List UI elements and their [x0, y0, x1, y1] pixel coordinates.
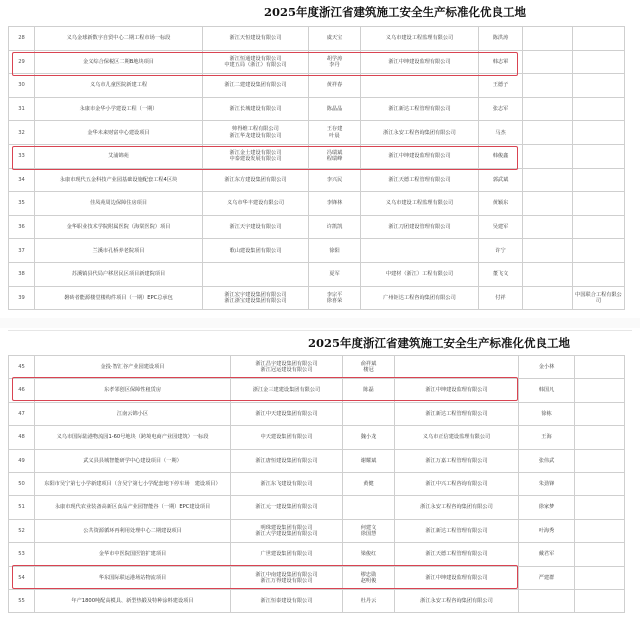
cell-builder: 浙江金土建设有限公司 中泰建设发展有限公司 — [203, 144, 309, 168]
cell-no_extra — [575, 566, 625, 589]
cell-manager: 李兴民 — [309, 168, 361, 192]
table-row — [9, 519, 625, 542]
cell-project: 金华未来财富中心建设项目 — [35, 121, 203, 145]
cell-extra1 — [523, 286, 573, 310]
cell-supervisor: 义乌市建设工程监理有限公司 — [361, 192, 479, 216]
table-row — [9, 356, 625, 379]
cell-chief: 吴建军 — [479, 215, 523, 239]
cell-manager: 缪忠勋 赵明俊 — [343, 566, 395, 589]
cell-chief — [519, 589, 575, 612]
cell-builder: 义乌市华丰建设有限公司 — [203, 192, 309, 216]
cell-supervisor: 中建材（浙江）工程有限公司 — [361, 262, 479, 286]
project-table-bottom — [8, 355, 625, 613]
cell-builder: 歌山建设集团有限公司 — [203, 239, 309, 263]
cell-manager: 冯瑞斌 程瑞峰 — [309, 144, 361, 168]
cell-supervisor: 浙江新达工程管理有限公司 — [395, 402, 519, 425]
cell-project: 武义县县城智能研学中心建设项目（一期） — [35, 449, 231, 472]
cell-manager: 李宗平 徐喜荣 — [309, 286, 361, 310]
cell-supervisor — [361, 74, 479, 98]
cell-project: 义乌市国际陆港物流园1-60号地块（跨境电商产业园建筑）一标段 — [35, 426, 231, 449]
cell-supervisor: 浙江刀团建设管理有限公司 — [361, 215, 479, 239]
cell-no: 37 — [9, 239, 35, 263]
cell-manager — [343, 496, 395, 519]
cell-extra1 — [523, 239, 573, 263]
cell-extra2 — [573, 262, 625, 286]
cell-project: 永康市金华小学建设工程（一期） — [35, 97, 203, 121]
cell-extra1 — [523, 215, 573, 239]
cell-no: 49 — [9, 449, 35, 472]
cell-chief: 付祥 — [479, 286, 523, 310]
cell-extra2 — [573, 168, 625, 192]
cell-project: 永康市现代五金科技产业园基础设施配套工程4区块 — [35, 168, 203, 192]
document-panel-bottom — [8, 330, 632, 637]
cell-supervisor: 浙江中坤建设监理有限公司 — [395, 566, 519, 589]
table-row — [9, 192, 625, 216]
cell-builder: 浙江昌宇建设集团有限公司 浙江冠运建设有限公司 — [231, 356, 343, 379]
cell-project: 苏溪镇县代局户移居民区项目新建院项目 — [35, 262, 203, 286]
cell-no: 53 — [9, 543, 35, 566]
table-row — [9, 472, 625, 495]
cell-manager: 谢耀斌 — [343, 449, 395, 472]
cell-no: 33 — [9, 144, 35, 168]
cell-manager: 胡学涛 李丹 — [309, 50, 361, 74]
cell-no_extra — [575, 589, 625, 612]
cell-project: 公共资源循环再利用处理中心二期建设项目 — [35, 519, 231, 542]
cell-project: 义乌市儿童医院新建工程 — [35, 74, 203, 98]
cell-builder: 浙江东飞建设有限公司 — [231, 472, 343, 495]
cell-no: 34 — [9, 168, 35, 192]
cell-chief: 马杰 — [479, 121, 523, 145]
cell-supervisor: 义乌市建设工程监理有限公司 — [361, 27, 479, 51]
cell-no_extra — [575, 426, 625, 449]
cell-no: 38 — [9, 262, 35, 286]
cell-no: 32 — [9, 121, 35, 145]
cell-chief: 戴君军 — [519, 543, 575, 566]
cell-no_extra — [575, 356, 625, 379]
cell-no: 45 — [9, 356, 35, 379]
cell-manager: 陈晶晶 — [309, 97, 361, 121]
cell-extra2: 中国联合工程有限公司 — [573, 286, 625, 310]
cell-supervisor: 浙江永安工程咨询集团有限公司 — [361, 121, 479, 145]
cell-project: 永康市现代农业装备高新区食品产业园智能谷（一期）EPC建设项目 — [35, 496, 231, 519]
cell-chief: 韩俊鑫 — [479, 144, 523, 168]
cell-builder: 浙江东方建设集团有限公司 — [203, 168, 309, 192]
table-row — [9, 121, 625, 145]
cell-extra1 — [523, 50, 573, 74]
project-table-top — [8, 26, 625, 310]
page-title-top: 2025年度浙江省建筑施工安全生产标准化优良工地 — [264, 5, 527, 19]
cell-manager: 黄祥春 — [309, 74, 361, 98]
cell-builder: 浙江宏宇建设集团有限公司 浙江浙宝建设集团有限公司 — [203, 286, 309, 310]
cell-no: 55 — [9, 589, 35, 612]
cell-project: 磐砖者能源楼堂楼构件项目（一期）EPC总承包 — [35, 286, 203, 310]
cell-supervisor — [395, 356, 519, 379]
cell-extra1 — [523, 192, 573, 216]
cell-no: 30 — [9, 74, 35, 98]
cell-manager: 杜丹云 — [343, 589, 395, 612]
table-row — [9, 74, 625, 98]
cell-no: 54 — [9, 566, 35, 589]
cell-builder — [203, 262, 309, 286]
cell-manager: 俞祥斌 楼冠 — [343, 356, 395, 379]
cell-no_extra — [575, 379, 625, 402]
cell-builder: 浙江恒泰建设有限公司 — [231, 589, 343, 612]
cell-supervisor: 广州钜达工程咨询集团有限公司 — [361, 286, 479, 310]
cell-manager: 黄健 — [343, 472, 395, 495]
cell-no: 36 — [9, 215, 35, 239]
table-row — [9, 97, 625, 121]
cell-extra2 — [573, 97, 625, 121]
cell-no: 39 — [9, 286, 35, 310]
cell-extra1 — [523, 262, 573, 286]
cell-chief: 韩国凡 — [519, 379, 575, 402]
cell-manager: 李锋林 — [309, 192, 361, 216]
cell-chief: 韩志軍 — [479, 50, 523, 74]
cell-supervisor: 浙江中坤建设监理有限公司 — [361, 144, 479, 168]
cell-project: 江南云锦小区 — [35, 402, 231, 425]
cell-builder: 浙江长城建设有限公司 — [203, 97, 309, 121]
table-row — [9, 449, 625, 472]
cell-builder: 浙江二建建设集团有限公司 — [203, 74, 309, 98]
cell-supervisor: 义乌市正信建设监理有限公司 — [395, 426, 519, 449]
cell-builder: 浙江天宇建设有限公司 — [203, 215, 309, 239]
cell-extra2 — [573, 74, 625, 98]
table-row — [9, 566, 625, 589]
cell-extra2 — [573, 144, 625, 168]
cell-builder: 浙江中南建设集团有限公司 浙江万得建设有限公司 — [231, 566, 343, 589]
cell-chief: 郭武斌 — [479, 168, 523, 192]
cell-builder: 浙江元一建设集团有限公司 — [231, 496, 343, 519]
cell-supervisor: 浙江永安工程咨询集团有限公司 — [395, 589, 519, 612]
cell-chief: 徐家梦 — [519, 496, 575, 519]
table-row — [9, 589, 625, 612]
cell-extra1 — [523, 74, 573, 98]
cell-supervisor: 浙江永安工程咨询集团有限公司 — [395, 496, 519, 519]
cell-manager: 魏小龙 — [343, 426, 395, 449]
table-row — [9, 262, 625, 286]
table-row — [9, 144, 625, 168]
cell-project: 东孝邻创区保障性租赁房 — [35, 379, 231, 402]
cell-builder: 中天建设集团有限公司 — [231, 426, 343, 449]
cell-no: 28 — [9, 27, 35, 51]
cell-chief: 朱劲锋 — [519, 472, 575, 495]
cell-extra2 — [573, 121, 625, 145]
cell-no: 50 — [9, 472, 35, 495]
cell-project: 义乌金球新数字自贸中心二期工程市场一标段 — [35, 27, 203, 51]
cell-supervisor: 浙江天德工程管理有限公司 — [395, 543, 519, 566]
cell-manager: 王存建 叶晨 — [309, 121, 361, 145]
table-row — [9, 50, 625, 74]
cell-no_extra — [575, 496, 625, 519]
panel-divider — [0, 318, 640, 328]
cell-project: 艾浦锦苑 — [35, 144, 203, 168]
cell-no: 48 — [9, 426, 35, 449]
cell-supervisor: 浙江新达工程管理有限公司 — [395, 519, 519, 542]
cell-project: 年产1800吨配高模具、新型热锻及特种涂料建设项目 — [35, 589, 231, 612]
cell-project: 金义综合保税区二期B地块项目 — [35, 50, 203, 74]
cell-extra2 — [573, 192, 625, 216]
cell-no_extra — [575, 402, 625, 425]
cell-no_extra — [575, 472, 625, 495]
cell-manager: 许凯凯 — [309, 215, 361, 239]
cell-supervisor — [361, 239, 479, 263]
cell-manager — [343, 402, 395, 425]
cell-chief: 叶海秀 — [519, 519, 575, 542]
cell-chief: 陈洪涛 — [479, 27, 523, 51]
cell-project: 东阳市吴宁第七小学新建项目（含吴宁第七小学配套地下停车场 建设项目） — [35, 472, 231, 495]
cell-chief: 许宁 — [479, 239, 523, 263]
cell-no: 52 — [9, 519, 35, 542]
table-row — [9, 402, 625, 425]
table-row — [9, 426, 625, 449]
table-row — [9, 496, 625, 519]
cell-builder: 帅得维工程有限公司 浙江华龙建设有限公司 — [203, 121, 309, 145]
cell-project: 金华市中医院国医馆扩建项目 — [35, 543, 231, 566]
cell-chief: 张伟武 — [519, 449, 575, 472]
table-row — [9, 379, 625, 402]
cell-builder: 广世建设集团有限公司 — [231, 543, 343, 566]
cell-no_extra — [575, 543, 625, 566]
cell-builder: 浙江金三建建设集团有限公司 — [231, 379, 343, 402]
cell-no: 31 — [9, 97, 35, 121]
cell-no: 51 — [9, 496, 35, 519]
cell-no_extra — [575, 519, 625, 542]
cell-extra2 — [573, 50, 625, 74]
cell-manager: 何建文 徐国慧 — [343, 519, 395, 542]
table-row — [9, 168, 625, 192]
cell-chief: 严建群 — [519, 566, 575, 589]
cell-chief: 王德子 — [479, 74, 523, 98]
cell-chief: 黄颖东 — [479, 192, 523, 216]
table-row — [9, 543, 625, 566]
cell-builder: 浙江中天建设集团有限公司 — [231, 402, 343, 425]
cell-chief: 张志军 — [479, 97, 523, 121]
cell-builder: 浙江恒通建设有限公司 中建五局（浙江）有限公司 — [203, 50, 309, 74]
cell-extra1 — [523, 121, 573, 145]
cell-no_extra — [575, 449, 625, 472]
cell-extra1 — [523, 27, 573, 51]
cell-manager: 梁俊红 — [343, 543, 395, 566]
cell-manager: 徐阳 — [309, 239, 361, 263]
table-row — [9, 239, 625, 263]
cell-supervisor: 浙江中坤建设监理有限公司 — [395, 379, 519, 402]
cell-extra2 — [573, 27, 625, 51]
cell-extra1 — [523, 144, 573, 168]
cell-supervisor: 浙江天德工程管理有限公司 — [361, 168, 479, 192]
cell-supervisor: 浙江新达工程管理有限公司 — [361, 97, 479, 121]
cell-extra2 — [573, 239, 625, 263]
cell-manager: 虞天宝 — [309, 27, 361, 51]
cell-supervisor: 浙江中兴工程咨询有限公司 — [395, 472, 519, 495]
cell-project: 兰溪市孔桥养老院项目 — [35, 239, 203, 263]
cell-no: 46 — [9, 379, 35, 402]
cell-extra1 — [523, 97, 573, 121]
cell-manager: 陈磊 — [343, 379, 395, 402]
document-panel-top — [8, 0, 632, 316]
table-row — [9, 286, 625, 310]
cell-extra1 — [523, 168, 573, 192]
cell-no: 29 — [9, 50, 35, 74]
cell-project: 华东国际联运港场站物流项目 — [35, 566, 231, 589]
cell-builder: 浙江唐恒建设集团有限公司 — [231, 449, 343, 472]
cell-extra2 — [573, 215, 625, 239]
cell-chief: 徐栋 — [519, 402, 575, 425]
cell-builder: 明珠建设集团有限公司 浙江大学建设集团有限公司 — [231, 519, 343, 542]
cell-supervisor: 浙江中坤建设监理有限公司 — [361, 50, 479, 74]
table-row — [9, 27, 625, 51]
table-row — [9, 215, 625, 239]
cell-chief: 王海 — [519, 426, 575, 449]
cell-no: 47 — [9, 402, 35, 425]
page-title-bottom: 2025年度浙江省建筑施工安全生产标准化优良工地 — [308, 336, 571, 350]
cell-manager: 夏军 — [309, 262, 361, 286]
cell-project: 金投·智汇谷产业园建设项目 — [35, 356, 231, 379]
cell-chief: 金小林 — [519, 356, 575, 379]
cell-supervisor: 浙江万嘉工程管理有限公司 — [395, 449, 519, 472]
cell-project: 金华职业技术学院附属医院（海棠医院）项目 — [35, 215, 203, 239]
cell-chief: 董飞文 — [479, 262, 523, 286]
cell-project: 佳凤苑周边保障住房项目 — [35, 192, 203, 216]
cell-no: 35 — [9, 192, 35, 216]
cell-builder: 浙江天恒建设有限公司 — [203, 27, 309, 51]
